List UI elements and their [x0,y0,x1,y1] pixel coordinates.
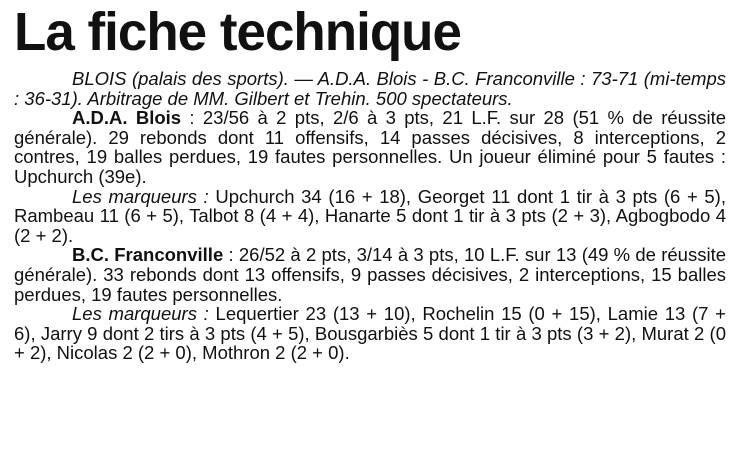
team2-scorers-label: Les marqueurs : [72,303,209,325]
team2-name: B.C. Franconville [72,244,224,266]
team1-stats: : 23/56 à 2 pts, 2/6 à 3 pts, 21 L.F. sur 28 (51 % de réussite générale). 29 rebonds dont 11 offensifs, 14 passes décisives, 8 interceptions, 2 contres, 19 balles perdues, 19 fautes personnelles. Un joueur éliminé pour 5 fautes : Upchurch (39e). [14,107,726,187]
team1-scorers-label: Les marqueurs : [72,185,209,207]
article-body [14,69,726,363]
team2-scorers: Lequertier 23 (13 + 10), Rochelin 15 (0 + 15), Lamie 13 (7 + 6), Jarry 9 dont 2 tirs à 3 pts (4 + 5), Bousgarbiès 5 dont 1 tir à 3 pts (3 + 2), Murat 2 (0 + 2), Nicolas 2 (2 + 0), Mothron 2 (2 + 0). [14,303,726,364]
team1-name: A.D.A. Blois [72,107,182,129]
team1-scorers-paragraph [14,187,726,246]
team1-scorers: Upchurch 34 (16 + 18), Georget 11 dont 1 tir à 3 pts (6 + 5), Rambeau 11 (6 + 5), Talbot 8 (4 + 4), Hanarte 5 dont 1 tir à 3 pts (2 + 3), Agbogbodo 4 (2 + 2). [14,185,726,246]
team1-stats-paragraph [14,108,726,186]
team2-scorers-paragraph [14,304,726,363]
team2-stats: : 26/52 à 2 pts, 3/14 à 3 pts, 10 L.F. sur 13 (49 % de réussite générale). 33 rebonds dont 13 offensifs, 9 passes décisives, 2 interceptions, 15 balles perdues, 19 fautes personnelles. [14,244,726,305]
article-title: La fiche technique [14,2,461,62]
team2-stats-paragraph [14,245,726,304]
match-header: BLOIS (palais des sports). — A.D.A. Blois - B.C. Franconville : 73-71 (mi-temps : 36-31). Arbitrage de MM. Gilbert et Trehin. 500 spectateurs. [14,68,726,109]
